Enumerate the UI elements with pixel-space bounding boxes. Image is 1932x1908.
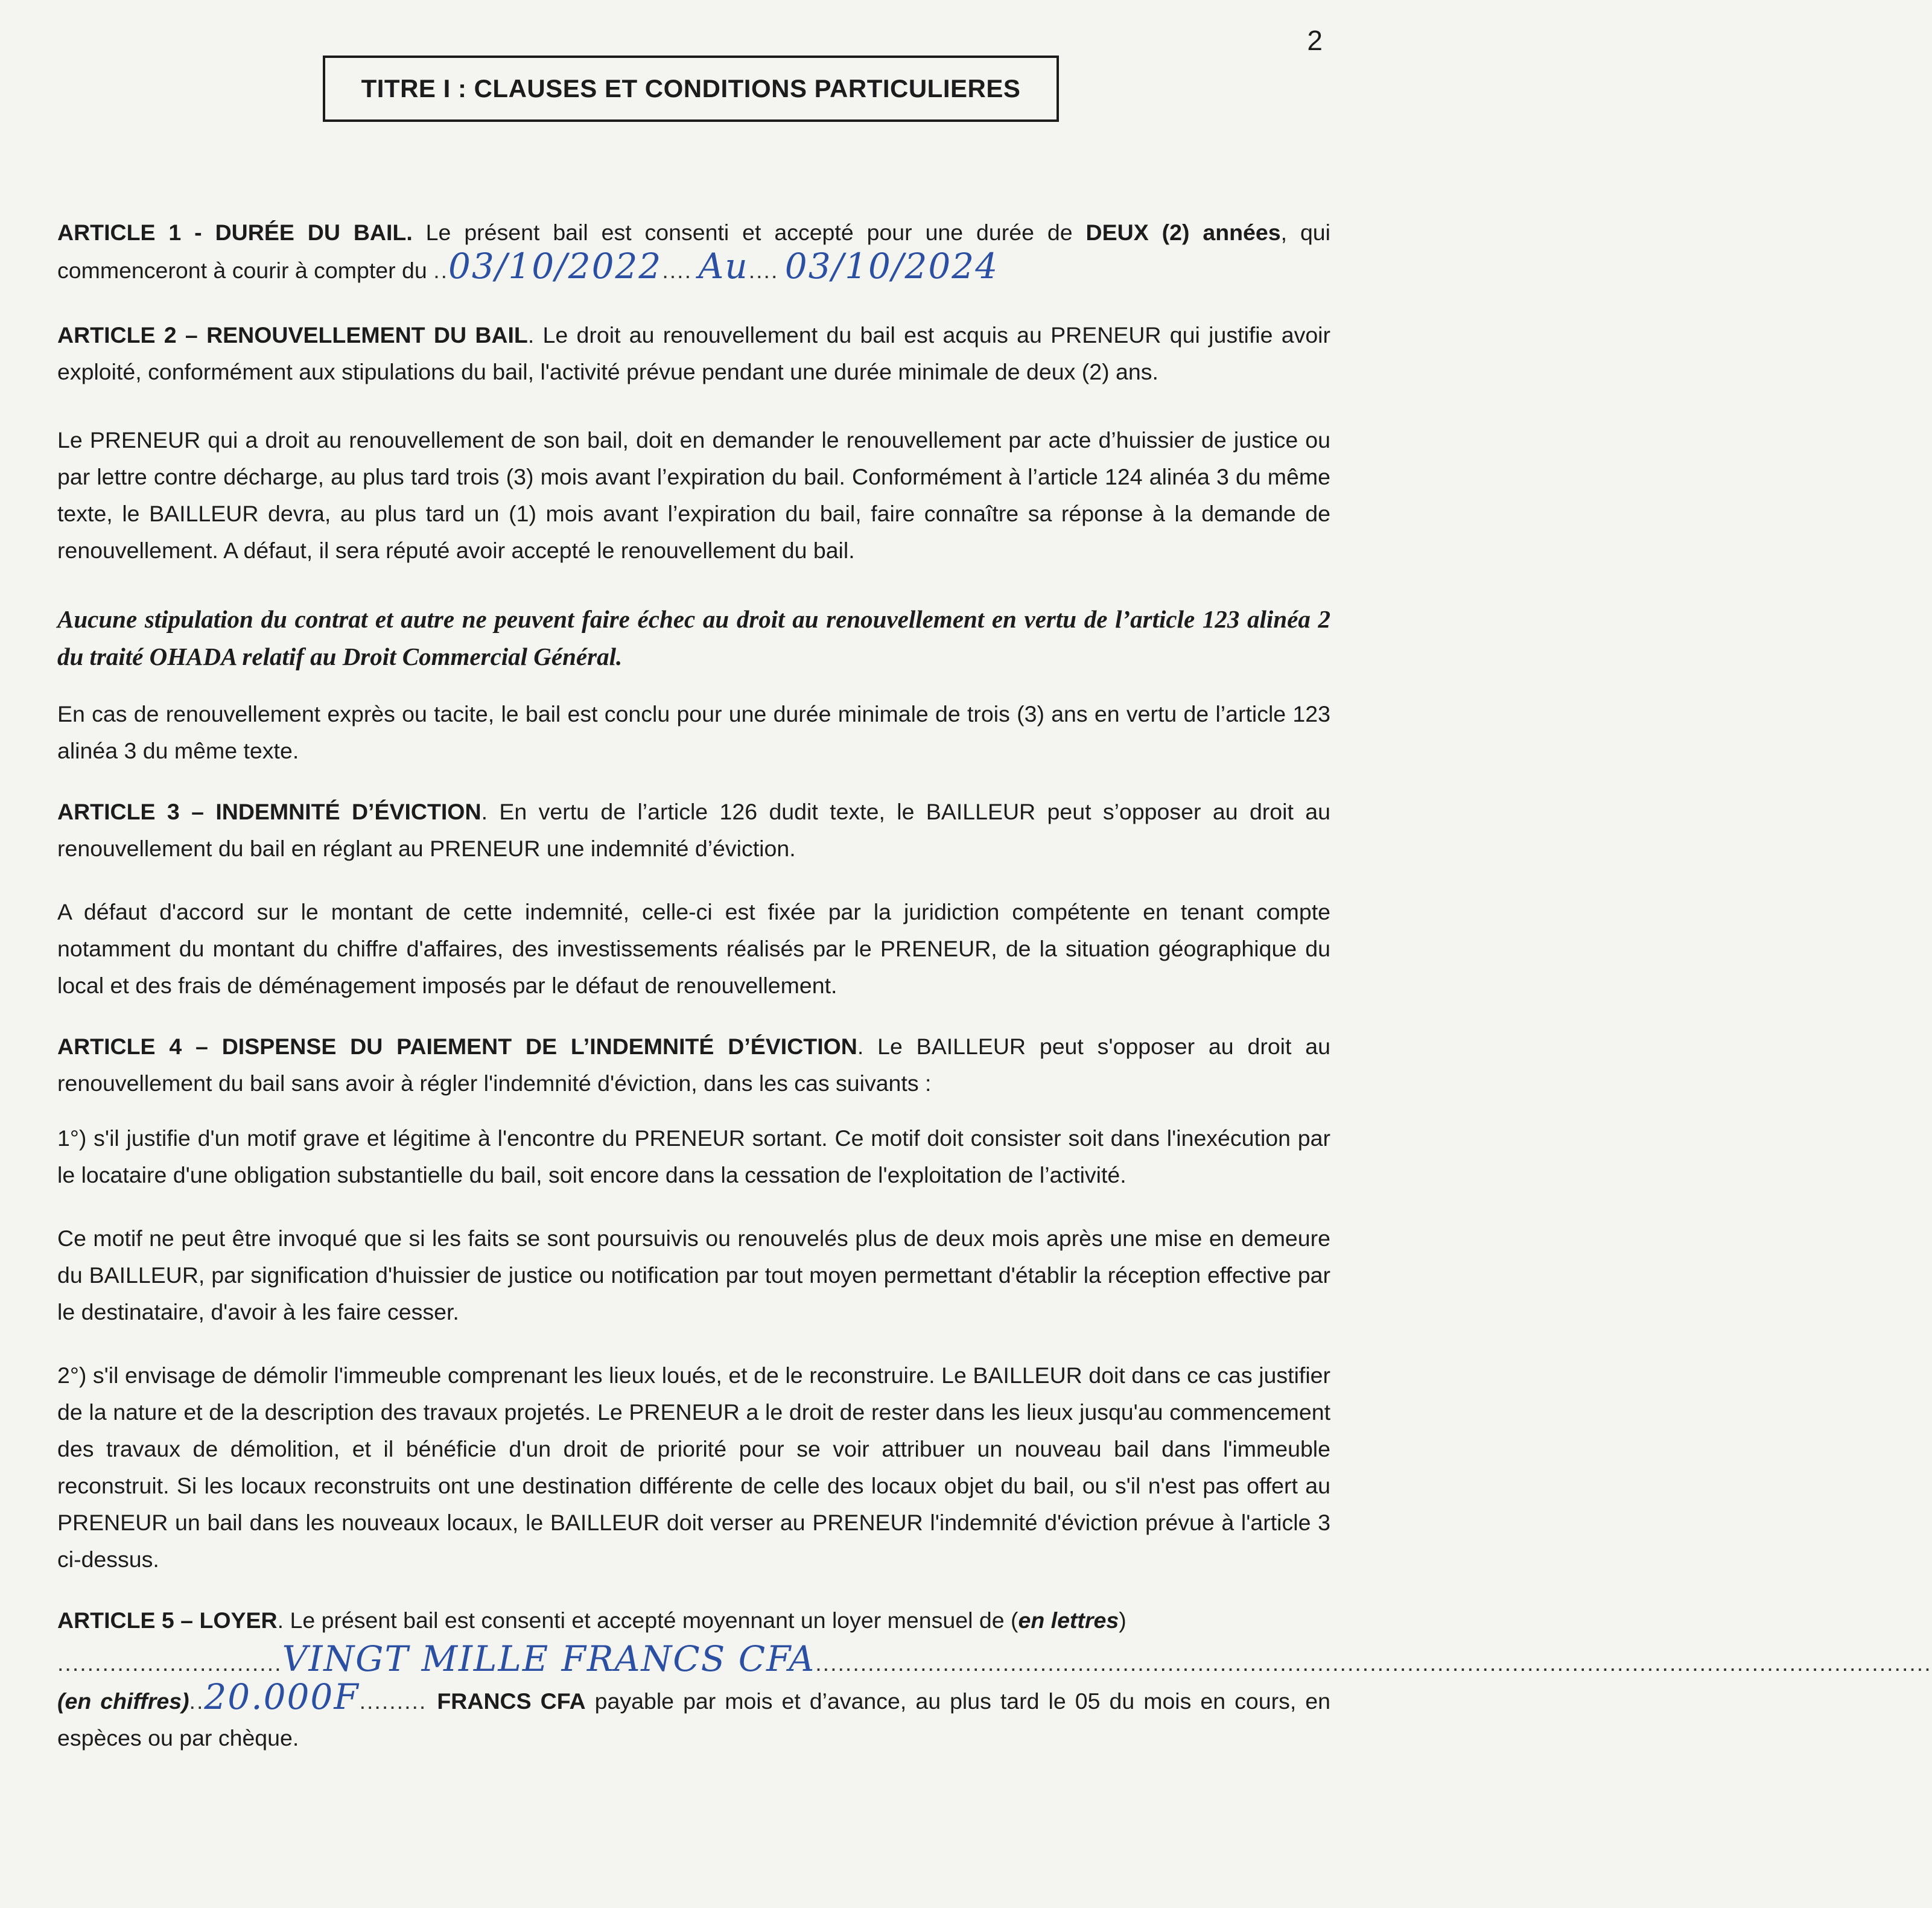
article-5-currency: FRANCS CFA [437, 1688, 586, 1714]
article-1-text-after: , qui commenceront à courir à compter du [57, 220, 1330, 283]
article-5-close-paren: ) [1119, 1607, 1126, 1633]
article-2-paragraph-3: En cas de renouvellement exprès ou tacite, le bail est conclu pour une durée minimale de trois (3) ans en vertu de l’article 123 alinéa 3 du même texte. [57, 701, 1330, 763]
article-1-duration: DEUX (2) années [1085, 220, 1281, 245]
article-1-end-date: 03/10/2024 [784, 246, 999, 287]
article-1-start-date: 03/10/2022 [448, 246, 663, 287]
article-5-amount-words: VINGT MILLE FRANCS CFA [282, 1638, 816, 1679]
article-5-tail: payable par mois et d’avance, au plus tard le 05 du mois en cours, en espèces ou par chèque. [57, 1688, 1330, 1751]
article-5: ARTICLE 5 – LOYER. Le présent bail est consenti et accepté moyennant un loyer mensuel de (en lettres) ..............................VINGT MILLE FRANCS CFA..................................................................................................................................................... (en chiffres)..20.000F......... FRANCS CFA payable par mois et d’avance, au plus tard le 05 du mois en cours, en espèces ou par chèque. [57, 1607, 1932, 1751]
article-2-heading: ARTICLE 2 – RENOUVELLEMENT DU BAIL [57, 322, 528, 348]
article-3-paragraph-2: A défaut d'accord sur le montant de cette indemnité, celle-ci est fixée par la juridiction compétente en tenant compte notamment du montant du chiffre d'affaires, des investissements réalisés par le PRENEUR, de la situation géographique du local et des frais de déménagement imposés par le défaut de renouvellement. [57, 899, 1330, 998]
article-5-en-chiffres: (en chiffres) [57, 1688, 189, 1714]
article-5-text: . Le présent bail est consenti et accepté moyennant un loyer mensuel de ( [277, 1607, 1018, 1633]
article-1-connector: Au [698, 246, 749, 287]
article-4-case-1: 1°) s'il justifie d'un motif grave et légitime à l'encontre du PRENEUR sortant. Ce motif doit consister soit dans l'inexécution par le locataire d'une obligation substantielle du bail, soit encore dans la cessation de l'exploitation de l’activité. [57, 1125, 1330, 1188]
article-1-heading: ARTICLE 1 - DURÉE DU BAIL. [57, 220, 413, 245]
article-5-en-lettres: en lettres [1018, 1607, 1119, 1633]
article-2 [57, 317, 1330, 390]
section-title-text: TITRE I : CLAUSES ET CONDITIONS PARTICULIERES [361, 74, 1021, 103]
article-4 [57, 1028, 1330, 1102]
article-5-heading: ARTICLE 5 – LOYER [57, 1607, 278, 1633]
article-5-amount-figures: 20.000F [204, 1676, 360, 1717]
article-1: ARTICLE 1 - DURÉE DU BAIL. Le présent bail est consenti et accepté pour une durée de DEUX (2) années, qui commenceront à courir à compter du ..03/10/2022.... Au.... 03/10/2024 [57, 220, 1330, 287]
article-1-text: Le présent bail est consenti et accepté pour une durée de [412, 220, 1086, 245]
article-2-paragraph-2: Le PRENEUR qui a droit au renouvellement de son bail, doit en demander le renouvellement par acte d’huissier de justice ou par lettre contre décharge, au plus tard trois (3) mois avant l’expiration du bail. Conformément à l’article 124 alinéa 3 du même texte, le BAILLEUR devra, au plus tard un (1) mois avant l’expiration du bail, faire connaître sa réponse à la demande de renouvellement. A défaut, il sera réputé avoir accepté le renouvellement du bail. [57, 427, 1330, 563]
article-4-case-1-note: Ce motif ne peut être invoqué que si les faits se sont poursuivis ou renouvelés plus de deux mois après une mise en demeure du BAILLEUR, par signification d'huissier de justice ou notification par tout moyen permettant d'établir la réception effective par le destinataire, d'avoir à les faire cesser. [57, 1226, 1330, 1324]
article-4-case-2: 2°) s'il envisage de démolir l'immeuble comprenant les lieux loués, et de le reconstruire. Le BAILLEUR doit dans ce cas justifier de la nature et de la description des travaux projetés. Le PRENEUR a le droit de rester dans les lieux jusqu'au commencement des travaux de démolition, et il bénéficie d'un droit de priorité pour se voir attribuer un nouveau bail dans l'immeuble reconstruit. Si les locaux reconstruits ont une destination différente de celle des locaux objet du bail, ou s'il n'est pas offert au PRENEUR un bail dans les nouveaux locaux, le BAILLEUR doit verser au PRENEUR l'indemnité d'éviction prévue à l'article 3 ci-dessus. [57, 1363, 1330, 1572]
article-2-italic-note: Aucune stipulation du contrat et autre ne peuvent faire échec au droit au renouvellement en vertu de l’article 123 alinéa 2 du traité OHADA relatif au Droit Commercial Général. [57, 605, 1330, 670]
section-title [323, 56, 1059, 122]
article-3 [57, 793, 1330, 867]
article-2-text: . Le droit au renouvellement du bail est acquis au PRENEUR qui justifie avoir exploité, conformément aux stipulations du bail, l'activité prévue pendant une durée minimale de deux (2) ans. [57, 322, 1330, 384]
page-number: 2 [1307, 25, 1323, 56]
article-4-text: . Le BAILLEUR peut s'opposer au droit au renouvellement du bail sans avoir à régler l'indemnité d'éviction, dans les cas suivants : [57, 1034, 1330, 1096]
article-3-heading: ARTICLE 3 – INDEMNITÉ D’ÉVICTION [57, 799, 481, 824]
article-4-heading: ARTICLE 4 – DISPENSE DU PAIEMENT DE L’INDEMNITÉ D’ÉVICTION [57, 1034, 857, 1059]
document-body [57, 214, 1932, 1757]
article-3-text: . En vertu de l’article 126 dudit texte, le BAILLEUR peut s’opposer au droit au renouvellement du bail en réglant au PRENEUR une indemnité d’éviction. [57, 799, 1330, 861]
